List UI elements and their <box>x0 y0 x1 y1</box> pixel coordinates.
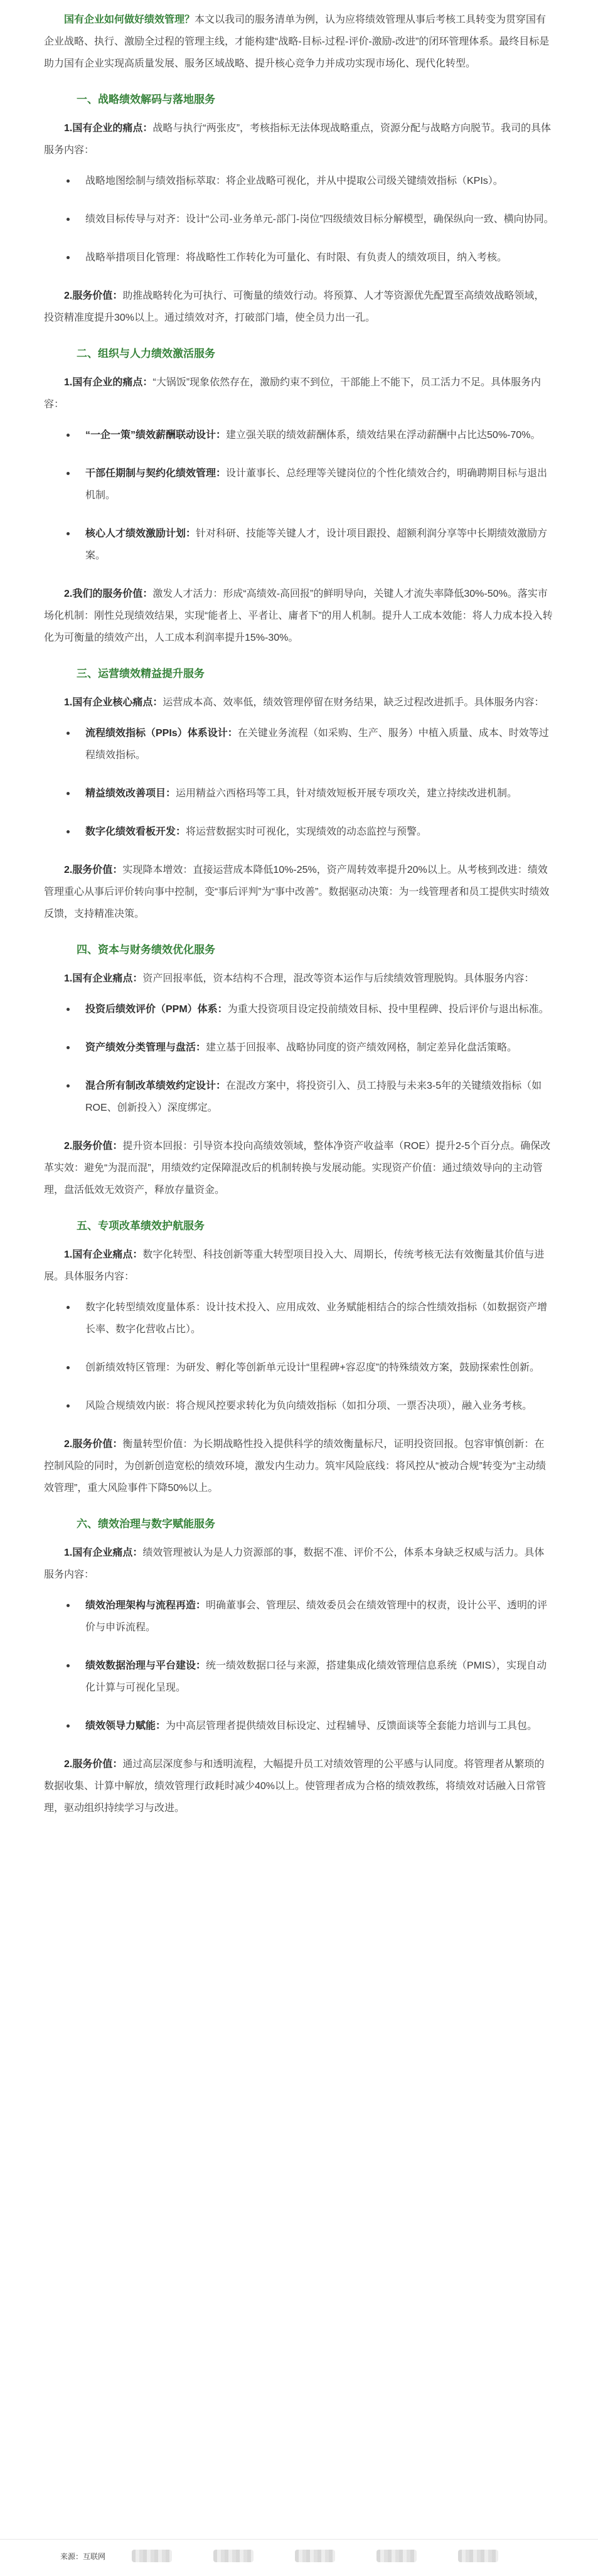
pain-point-text: “大锅饭”现象依然存在，激励约束不到位，干部能上不能下，员工活力不足。具体服务内容： <box>44 377 542 410</box>
intro-text: 本文以我司的服务清单为例，认为应将绩效管理从事后考核工具转变为贯穿国有企业战略、执行、激励全过程的管理主线，才能构建“战略-目标-过程-评价-激励-改进”的闭环管理体系。最终目标是助力国有企业实现高质量发展、服务区域战略、提升核心竞争力并成功实现市场化、现代化转型。 <box>44 14 550 69</box>
service-value-label: 2.服务价值： <box>64 291 123 301</box>
service-item <box>44 462 554 506</box>
service-value-paragraph <box>44 1753 554 1819</box>
service-item-text: 为重大投资项目设定投前绩效目标、投中里程碑、投后评价与退出标准。 <box>227 1004 549 1015</box>
service-item-label: “一企一策”绩效薪酬联动设计： <box>85 430 227 441</box>
section-heading: 三、运营绩效精益提升服务 <box>77 668 205 680</box>
service-item-text: 战略举措项目化管理：将战略性工作转化为可量化、有时限、有负责人的绩效项目，纳入考核。 <box>85 252 508 263</box>
pain-point-label: 1.国有企业核心痛点： <box>64 697 163 708</box>
service-value-text: 助推战略转化为可执行、可衡量的绩效行动。将预算、人才等资源优先配置至高绩效战略领域，投资精准度提升30%以上。通过绩效对齐，打破部门墙，使全员力出一孔。 <box>44 291 545 323</box>
service-item-list <box>44 1595 554 1737</box>
service-value-text: 衡量转型价值：为长期战略性投入提供科学的绩效衡量标尺，证明投资回报。包容审慎创新：在控制风险的同时，为创新创造宽松的绩效环境，激发内生动力。筑牢风险底线：将风控从“被动合规”转变为“主动绩效管理”，重大风险事件下降50%以上。 <box>44 1439 546 1494</box>
service-item-text: 创新绩效特区管理：为研发、孵化等创新单元设计“里程碑+容忍度”的特殊绩效方案，鼓励探索性创新。 <box>85 1362 540 1373</box>
intro-highlight: 国有企业如何做好绩效管理？ <box>64 14 195 25</box>
section-heading: 一、战略绩效解码与落地服务 <box>77 94 215 105</box>
pain-point-paragraph <box>44 371 554 415</box>
pain-point-label: 1.国有企业痛点： <box>64 1547 143 1558</box>
service-item <box>44 722 554 766</box>
service-item-text: 运用精益六西格玛等工具，针对绩效短板开展专项攻关，建立持续改进机制。 <box>176 788 518 799</box>
service-item <box>44 208 554 230</box>
service-item-label: 精益绩效改善项目： <box>85 788 176 799</box>
service-item-text: 风险合规绩效内嵌：将合规风控要求转化为负向绩效指标（如扣分项、一票否决项），融入业务考核。 <box>85 1401 533 1411</box>
pain-point-text: 运营成本高、效率低，绩效管理停留在财务结果，缺乏过程改进抓手。具体服务内容： <box>163 697 545 708</box>
service-item-label: 混合所有制改革绩效约定设计： <box>85 1081 227 1091</box>
pain-point-text: 资产回报率低，资本结构不合理，混改等资本运作与后续绩效管理脱钩。具体服务内容： <box>142 973 535 984</box>
service-item-text: 在关键业务流程（如采购、生产、服务）中植入质量、成本、时效等过程绩效指标。 <box>85 728 549 761</box>
service-value-label: 2.服务价值： <box>64 1759 123 1770</box>
service-item <box>44 998 554 1020</box>
source-name: 互联网 <box>83 2552 106 2561</box>
service-item-text: 数字化转型绩效度量体系：设计技术投入、应用成效、业务赋能相结合的综合性绩效指标（如数据资产增长率、数字化营收占比）。 <box>85 1302 548 1335</box>
service-item-list <box>44 170 554 269</box>
pain-point-label: 1.国有企业痛点： <box>64 1249 143 1260</box>
pain-point-paragraph <box>44 1542 554 1586</box>
service-item <box>44 1357 554 1379</box>
service-value-label: 2.服务价值： <box>64 1141 123 1152</box>
service-value-label: 2.服务价值： <box>64 865 123 875</box>
service-item <box>44 1037 554 1059</box>
service-item <box>44 170 554 192</box>
service-item-label: 流程绩效指标（PPIs）体系设计： <box>85 728 238 739</box>
service-value-text: 提升资本回报：引导资本投向高绩效领域，整体净资产收益率（ROE）提升2-5个百分点。确保改革实效：避免“为混而混”，用绩效约定保障混改后的机制转换与发展动能。实现资产价值：通过绩效导向的主动管理，盘活低效无效资产，释放存量资金。 <box>44 1141 551 1195</box>
intro-paragraph <box>44 9 554 75</box>
source-footer <box>0 2539 598 2576</box>
service-item-text: 统一绩效数据口径与来源，搭建集成化绩效管理信息系统（PMIS），实现自动化计算与可视化呈现。 <box>85 1660 547 1693</box>
service-value-paragraph <box>44 1135 554 1201</box>
service-item <box>44 1395 554 1417</box>
service-value-text: 通过高层深度参与和透明流程，大幅提升员工对绩效管理的公平感与认同度。将管理者从繁琐的数据收集、计算中解放，绩效管理行政耗时减少40%以上。使管理者成为合格的绩效教练，将绩效对话融入日常管理，驱动组织持续学习与改进。 <box>44 1759 547 1814</box>
service-item-label: 干部任期制与契约化绩效管理： <box>85 468 227 479</box>
sections-container <box>44 91 554 1819</box>
service-item-text: 绩效目标传导与对齐：设计“公司-业务单元-部门-岗位”四级绩效目标分解模型，确保纵向一致、横向协同。 <box>85 214 554 225</box>
service-item-list <box>44 1296 554 1417</box>
service-value-text: 激发人才活力：形成“高绩效-高回报”的鲜明导向，关键人才流失率降低30%-50%。落实市场化机制：刚性兑现绩效结果，实现“能者上、平者让、庸者下”的用人机制。提升人工成本效能：将人力成本投入转化为可衡量的绩效产出，人工成本利润率提升15%-30%。 <box>44 589 553 643</box>
blurred-ad-2 <box>213 2550 254 2562</box>
service-item-text: 将运营数据实时可视化，实现绩效的动态监控与预警。 <box>186 826 427 837</box>
pain-point-label: 1.国有企业痛点： <box>64 973 143 984</box>
service-value-text: 实现降本增效：直接运营成本降低10%-25%，资产周转效率提升20%以上。从考核到改进：绩效管理重心从事后评价转向事中控制，变“事后评判”为“事中改善”。数据驱动决策：为一线管理者和员工提供实时绩效反馈，支持精准决策。 <box>44 865 550 919</box>
service-item-label: 资产绩效分类管理与盘活： <box>85 1042 206 1053</box>
service-item-list <box>44 722 554 843</box>
blurred-ad-1 <box>132 2550 172 2562</box>
pain-point-text: 数字化转型、科技创新等重大转型项目投入大、周期长，传统考核无法有效衡量其价值与进展。具体服务内容： <box>44 1249 545 1282</box>
service-item <box>44 1655 554 1699</box>
section-heading: 五、专项改革绩效护航服务 <box>77 1220 205 1232</box>
service-item <box>44 1715 554 1737</box>
service-item-text: 在混改方案中，将投资引入、员工持股与未来3-5年的关键绩效指标（如ROE、创新投入）深度绑定。 <box>85 1081 542 1113</box>
service-value-label: 2.我们的服务价值： <box>64 589 153 599</box>
service-value-paragraph <box>44 1433 554 1499</box>
service-item-text: 战略地图绘制与绩效指标萃取：将企业战略可视化，并从中提取公司级关键绩效指标（KPIs）。 <box>85 176 503 186</box>
pain-point-label: 1.国有企业的痛点： <box>64 123 153 134</box>
service-item-label: 绩效治理架构与流程再造： <box>85 1600 206 1611</box>
service-value-label: 2.服务价值： <box>64 1439 123 1450</box>
section-heading: 四、资本与财务绩效优化服务 <box>77 944 215 956</box>
section-heading: 二、组织与人力绩效激活服务 <box>77 348 215 360</box>
blurred-ad-5 <box>458 2550 498 2562</box>
service-value-paragraph <box>44 859 554 925</box>
service-value-paragraph <box>44 583 554 649</box>
service-item <box>44 783 554 804</box>
service-item-label: 核心人才绩效激励计划： <box>85 528 196 539</box>
source-label: 来源： <box>60 2552 83 2561</box>
pain-point-paragraph <box>44 1244 554 1288</box>
service-item-text: 明确董事会、管理层、绩效委员会在绩效管理中的权责，设计公平、透明的评价与申诉流程。 <box>85 1600 548 1633</box>
service-item <box>44 1075 554 1119</box>
service-item-label: 投资后绩效评价（PPM）体系： <box>85 1004 228 1015</box>
service-item-list <box>44 998 554 1119</box>
pain-point-paragraph <box>44 968 554 990</box>
service-item <box>44 1595 554 1638</box>
pain-point-text: 绩效管理被认为是人力资源部的事，数据不准、评价不公，体系本身缺乏权威与活力。具体服务内容： <box>44 1547 545 1580</box>
pain-point-label: 1.国有企业的痛点： <box>64 377 153 388</box>
pain-point-text: 战略与执行“两张皮”，考核指标无法体现战略重点，资源分配与战略方向脱节。我司的具体服务内容： <box>44 123 552 156</box>
service-item-label: 绩效数据治理与平台建设： <box>85 1660 206 1671</box>
blurred-ad-4 <box>376 2550 417 2562</box>
service-item <box>44 424 554 446</box>
service-item-text: 针对科研、技能等关键人才，设计项目跟投、超额利润分享等中长期绩效激励方案。 <box>85 528 548 561</box>
section-heading: 六、绩效治理与数字赋能服务 <box>77 1518 215 1530</box>
service-item <box>44 523 554 567</box>
service-item <box>44 1296 554 1340</box>
service-item-label: 绩效领导力赋能： <box>85 1721 166 1731</box>
pain-point-paragraph <box>44 692 554 713</box>
service-item-text: 建立强关联的绩效薪酬体系，绩效结果在浮动薪酬中占比达50%-70%。 <box>226 430 541 441</box>
service-item-text: 设计董事长、总经理等关键岗位的个性化绩效合约，明确聘期目标与退出机制。 <box>85 468 548 501</box>
service-item-list <box>44 424 554 567</box>
pain-point-paragraph <box>44 117 554 161</box>
service-item <box>44 247 554 269</box>
service-value-paragraph <box>44 285 554 329</box>
source-text <box>60 2551 105 2562</box>
service-item <box>44 821 554 843</box>
service-item-label: 数字化绩效看板开发： <box>85 826 186 837</box>
blurred-ad-3 <box>295 2550 335 2562</box>
service-item-text: 建立基于回报率、战略协同度的资产绩效网格，制定差异化盘活策略。 <box>206 1042 518 1053</box>
service-item-text: 为中高层管理者提供绩效目标设定、过程辅导、反馈面谈等全套能力培训与工具包。 <box>166 1721 538 1731</box>
